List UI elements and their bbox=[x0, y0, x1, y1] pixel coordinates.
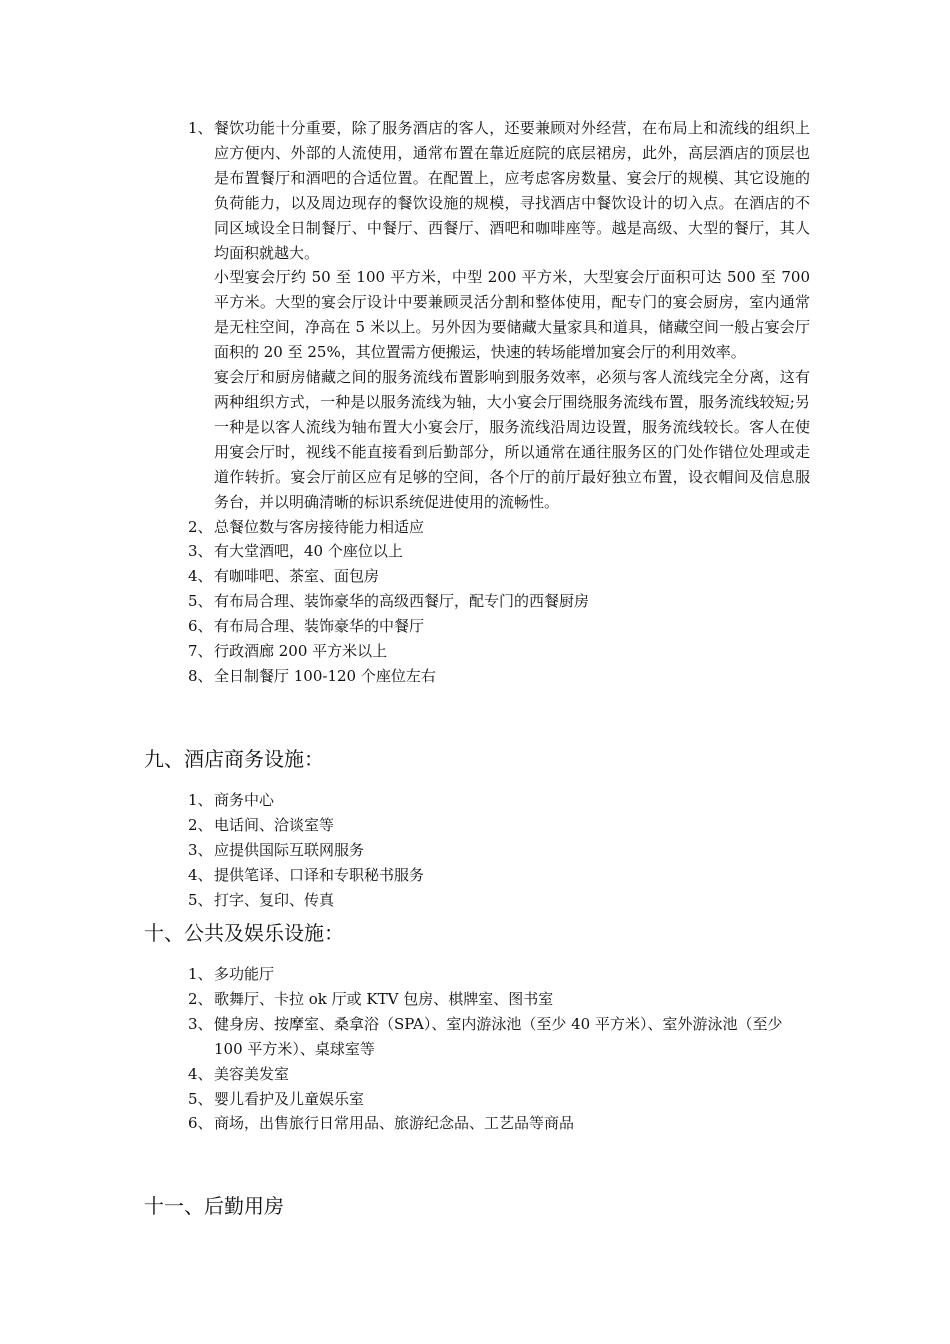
list-number: 5、 bbox=[188, 1089, 213, 1108]
list-number: 2、 bbox=[188, 815, 213, 834]
list-text: 健身房、按摩室、桑拿浴（SPA）、室内游泳池（至少 40 平方米）、室外游泳池（至少 100 平方米）、桌球室等 bbox=[214, 1014, 783, 1058]
list-item bbox=[188, 515, 810, 540]
list-text: 有大堂酒吧，40 个座位以上 bbox=[214, 542, 403, 561]
list-number: 4、 bbox=[188, 1064, 213, 1083]
list-number: 3、 bbox=[188, 840, 213, 859]
list-item bbox=[188, 564, 810, 589]
list-number: 8、 bbox=[188, 666, 213, 685]
list-number: 6、 bbox=[188, 617, 213, 636]
list-number: 7、 bbox=[188, 642, 213, 661]
paragraph: 宴会厅和厨房储藏之间的服务流线布置影响到服务效率，必须与客人流线完全分离，这有两种组织方式，一种是以服务流线为轴，大小宴会厅围绕服务流线布置，服务流线较短;另一种是以客人流线为轴布置大小宴会厅，服务流线沿周边设置，服务流线较长。客人在使用宴会厅时，视线不能直接看到后勤部分，所以通常在通往服务区的门处作错位处理或走道作转折。宴会厅前区应有足够的空间，各个厅的前厅最好独立布置，设衣帽间及信息服务台，并以明确清晰的标识系统促进使用的流畅性。 bbox=[214, 368, 810, 511]
list-text: 有布局合理、装饰豪华的高级西餐厅，配专门的西餐厨房 bbox=[214, 592, 590, 611]
section-heading-logistics: 十一、后勤用房 bbox=[144, 1194, 284, 1218]
list-text: 应提供国际互联网服务 bbox=[214, 840, 365, 859]
dining-list bbox=[188, 116, 810, 689]
list-text: 总餐位数与客房接待能力相适应 bbox=[214, 517, 425, 536]
list-text: 电话间、洽谈室等 bbox=[214, 815, 335, 834]
list-text: 多功能厅 bbox=[214, 965, 275, 983]
section-heading-business: 九、酒店商务设施： bbox=[144, 747, 324, 771]
list-number: 5、 bbox=[188, 890, 213, 909]
list-number: 6、 bbox=[188, 1114, 213, 1133]
list-number: 1、 bbox=[188, 791, 213, 809]
business-list bbox=[188, 788, 810, 913]
list-text: 打字、复印、传真 bbox=[214, 890, 335, 909]
paragraph: 小型宴会厅约 50 至 100 平方米，中型 200 平方米，大型宴会厅面积可达 500 至 700 平方米。大型的宴会厅设计中要兼顾灵活分割和整体使用，配专门的宴会厨房，室内通常是无柱空间，净高在 5 米以上。另外因为要储藏大量家具和道具，储藏空间一般占宴会厅面积的 20 至 25%，其位置需方便搬运，快速的转场能增加宴会厅的利用效率。 bbox=[214, 268, 810, 362]
list-text: 商场，出售旅行日常用品、旅游纪念品、工艺品等商品 bbox=[214, 1114, 575, 1133]
list-item bbox=[188, 639, 810, 664]
list-item bbox=[188, 1111, 810, 1136]
list-number: 4、 bbox=[188, 865, 213, 884]
recreation-list bbox=[188, 962, 810, 1136]
list-number: 3、 bbox=[188, 542, 213, 561]
list-text: 全日制餐厅 100-120 个座位左右 bbox=[214, 666, 436, 685]
paragraph: 餐饮功能十分重要，除了服务酒店的客人，还要兼顾对外经营，在布局上和流线的组织上应方便内、外部的人流使用，通常布置在靠近庭院的底层裙房，此外，高层酒店的顶层也是布置餐厅和酒吧的合适位置。在配置上，应考虑客房数量、宴会厅的规模、其它设施的负荷能力，以及周边现存的餐饮设施的规模，寻找酒店中餐饮设计的切入点。在酒店的不同区域设全日制餐厅、中餐厅、西餐厅、酒吧和咖啡座等。越是高级、大型的餐厅，其人均面积就越大。 bbox=[214, 119, 810, 262]
list-item bbox=[188, 664, 810, 689]
list-item bbox=[188, 116, 810, 515]
list-item bbox=[188, 838, 810, 863]
list-item bbox=[188, 1087, 810, 1112]
list-number: 4、 bbox=[188, 567, 213, 586]
list-number: 5、 bbox=[188, 592, 213, 611]
list-number: 2、 bbox=[188, 517, 213, 536]
list-item bbox=[188, 813, 810, 838]
list-number: 3、 bbox=[188, 1014, 213, 1033]
list-number: 1、 bbox=[188, 119, 213, 137]
list-item bbox=[188, 888, 810, 913]
list-item bbox=[188, 614, 810, 639]
list-item bbox=[188, 539, 810, 564]
list-text: 歌舞厅、卡拉 ok 厅或 KTV 包房、棋牌室、图书室 bbox=[214, 989, 554, 1008]
list-item bbox=[188, 788, 810, 813]
list-item bbox=[188, 1062, 810, 1087]
list-text: 有咖啡吧、茶室、面包房 bbox=[214, 567, 380, 586]
list-item bbox=[188, 589, 810, 614]
list-number: 2、 bbox=[188, 989, 213, 1008]
list-text: 行政酒廊 200 平方米以上 bbox=[214, 642, 388, 661]
list-item bbox=[188, 1012, 810, 1062]
list-item bbox=[188, 962, 810, 987]
section-heading-recreation: 十、公共及娱乐设施： bbox=[144, 921, 344, 945]
list-text: 商务中心 bbox=[214, 791, 275, 809]
list-item bbox=[188, 987, 810, 1012]
list-text: 有布局合理、装饰豪华的中餐厅 bbox=[214, 617, 425, 636]
list-text: 婴儿看护及儿童娱乐室 bbox=[214, 1089, 365, 1108]
list-text: 美容美发室 bbox=[214, 1064, 290, 1083]
list-item bbox=[188, 863, 810, 888]
list-number: 1、 bbox=[188, 965, 213, 983]
list-text: 提供笔译、口译和专职秘书服务 bbox=[214, 865, 425, 884]
